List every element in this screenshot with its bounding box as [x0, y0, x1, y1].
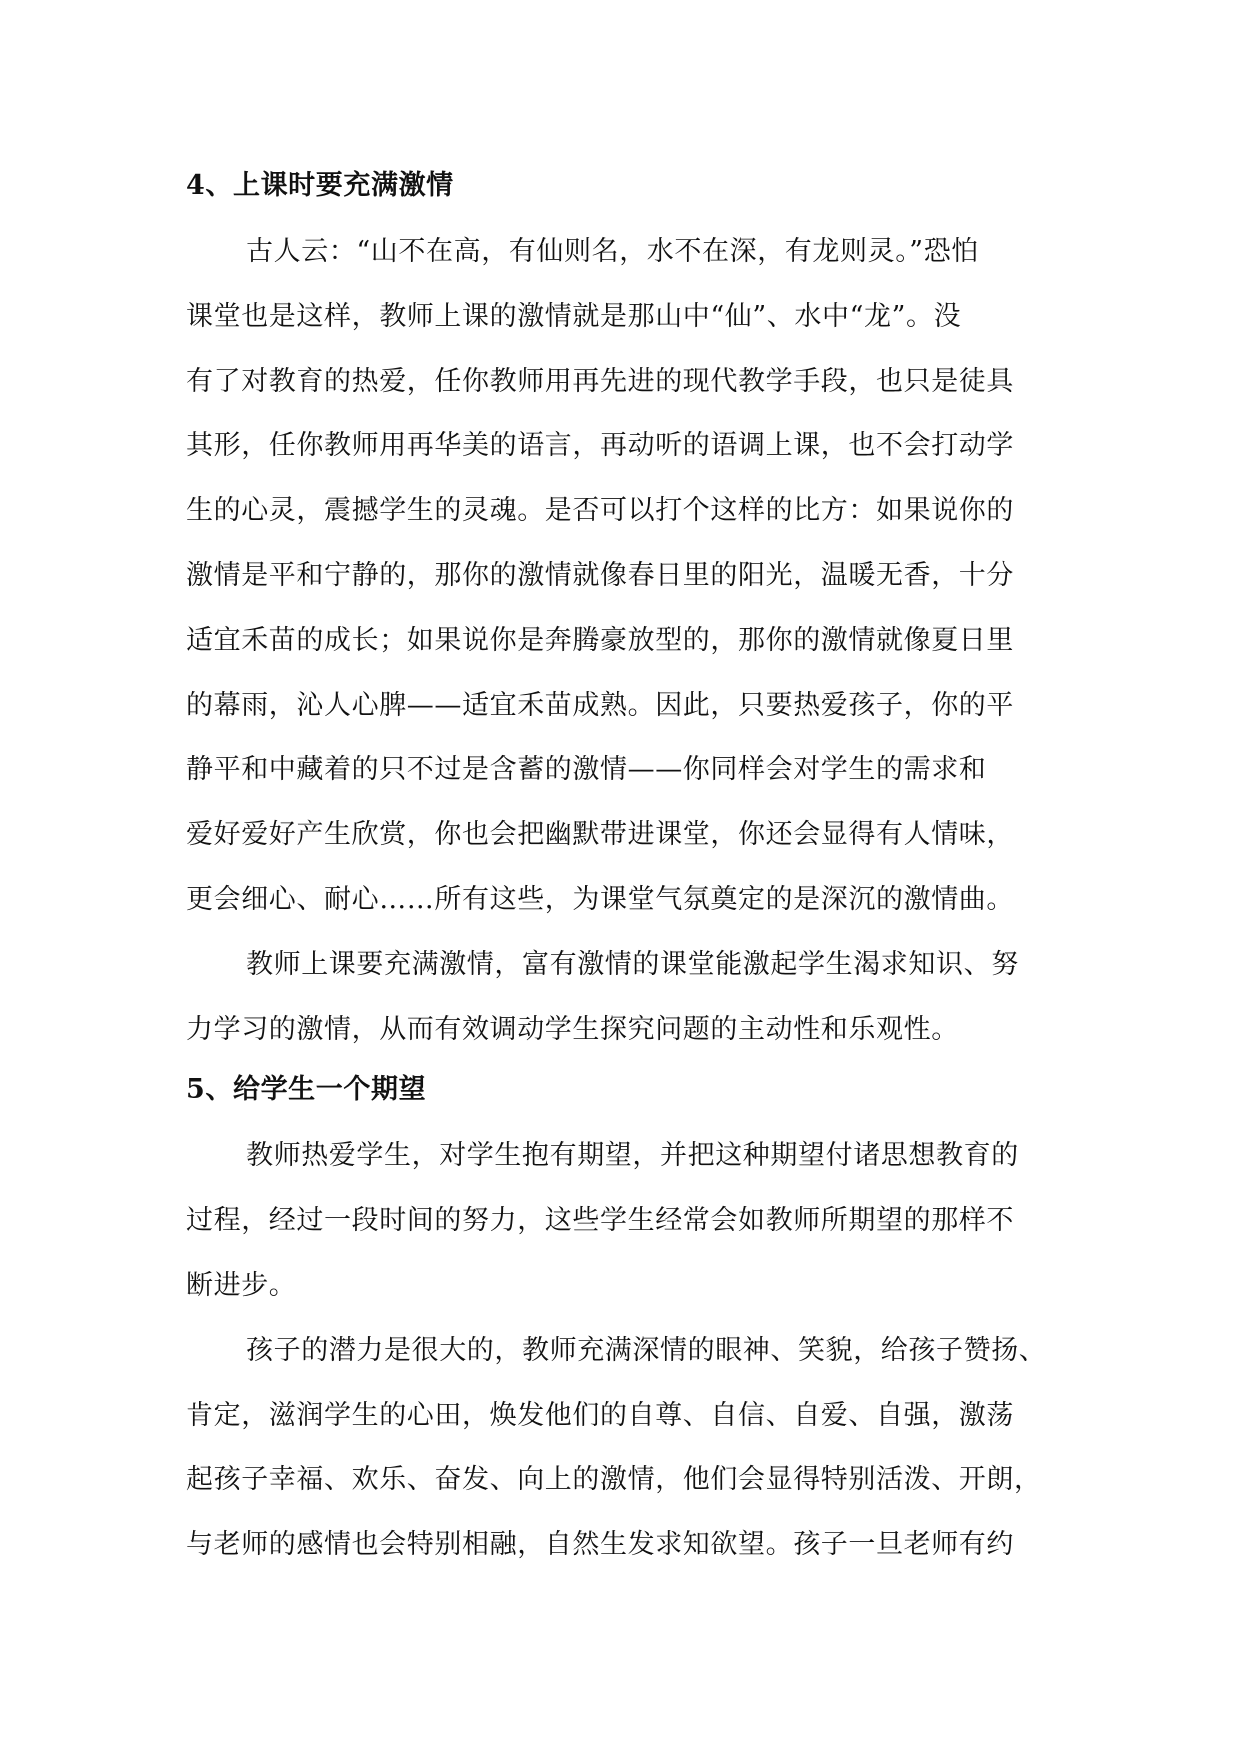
text-line: 生的心灵，震撼学生的灵魂。是否可以打个这样的比方：如果说你的	[186, 495, 1014, 527]
text-line: 与老师的感情也会特别相融，自然生发求知欲望。孩子一旦老师有约	[186, 1529, 1014, 1561]
text-line: 有了对教育的热爱，任你教师用再先进的现代教学手段，也只是徒具	[186, 365, 1014, 397]
text-line: 力学习的激情，从而有效调动学生探究问题的主动性和乐观性。	[186, 1013, 959, 1045]
text-line: 断进步。	[186, 1269, 297, 1301]
text-line: 肯定，滋润学生的心田，焕发他们的自尊、自信、自爱、自强，激荡	[186, 1399, 1014, 1431]
text-line: 起孩子幸福、欢乐、奋发、向上的激情，他们会显得特别活泼、开朗，	[186, 1464, 1042, 1496]
text-line: 适宜禾苗的成长；如果说你是奔腾豪放型的，那你的激情就像夏日里	[186, 624, 1014, 656]
text-line: 古人云：“山不在高，有仙则名，水不在深，有龙则灵。”恐怕	[246, 236, 979, 267]
text-line: 课堂也是这样，教师上课的激情就是那山中“仙”、水中“龙”。没	[186, 300, 962, 332]
text-line: 静平和中藏着的只不过是含蓄的激情——你同样会对学生的需求和	[186, 754, 987, 786]
paragraph	[186, 220, 1056, 933]
text-line: 孩子的潜力是很大的，教师充满深情的眼神、笑貌，给孩子赞扬、	[246, 1334, 1047, 1366]
section-heading: 4、上课时要充满激情	[186, 170, 454, 201]
text-line: 其形，任你教师用再华美的语言，再动听的语调上课，也不会打动学	[186, 430, 1014, 462]
document-body	[186, 158, 1056, 1578]
section-heading: 5、给学生一个期望	[186, 1074, 427, 1106]
paragraph	[186, 933, 1056, 1063]
text-line: 教师上课要充满激情，富有激情的课堂能激起学生渴求知识、努	[246, 948, 1019, 980]
text-line: 更会细心、耐心……所有这些，为课堂气氛奠定的是深沉的激情曲。	[186, 883, 1014, 915]
text-line: 教师热爱学生，对学生抱有期望，并把这种期望付诸思想教育的	[246, 1140, 1019, 1172]
text-line: 过程，经过一段时间的努力，这些学生经常会如教师所期望的那样不	[186, 1205, 1014, 1237]
paragraph	[186, 1124, 1056, 1318]
text-line: 爱好爱好产生欣赏，你也会把幽默带进课堂，你还会显得有人情味，	[186, 819, 1014, 851]
paragraph	[186, 1319, 1056, 1578]
text-line: 的幕雨，沁人心脾——适宜禾苗成熟。因此，只要热爱孩子，你的平	[186, 689, 1014, 721]
text-line: 激情是平和宁静的，那你的激情就像春日里的阳光，温暖无香，十分	[186, 559, 1014, 591]
